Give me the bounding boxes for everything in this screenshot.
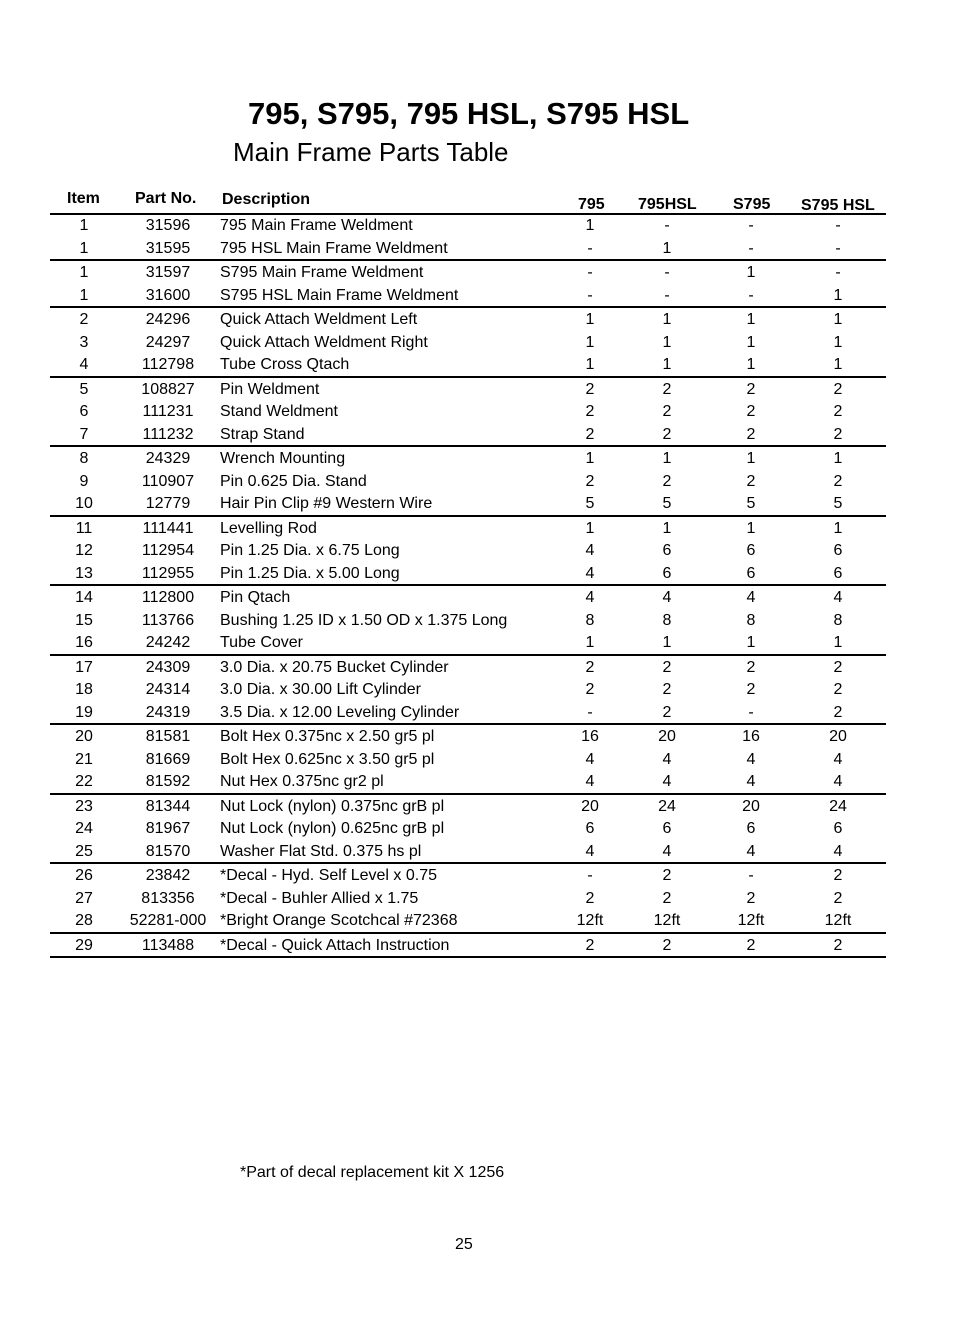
- table-row: [50, 795, 886, 818]
- cell-795hsl: 1: [662, 239, 672, 257]
- row-group: [50, 725, 886, 795]
- cell-item: 15: [75, 611, 93, 629]
- cell-item: 16: [75, 634, 93, 651]
- row-group: [50, 517, 886, 587]
- cell-part-no: 81967: [145, 820, 191, 837]
- row-group: [50, 378, 886, 448]
- cell-item: 14: [75, 589, 93, 606]
- cell-795: 6: [585, 820, 595, 837]
- cell-795: 1: [585, 634, 595, 651]
- cell-s795hsl: 1: [833, 519, 843, 537]
- table-row: [50, 770, 886, 793]
- cell-795hsl: 1: [662, 634, 672, 651]
- cell-part-no: 112955: [141, 564, 195, 582]
- cell-795: 4: [585, 542, 595, 559]
- cell-item: 1: [79, 239, 89, 257]
- cell-795hsl: 4: [662, 589, 672, 606]
- cell-description: Nut Lock (nylon) 0.625nc grB pl: [220, 820, 445, 837]
- header-795hsl: 795HSL: [638, 196, 697, 213]
- table-row: [50, 701, 886, 724]
- cell-s795hsl: 6: [833, 820, 843, 837]
- table-row: [50, 308, 886, 331]
- cell-description: 3.5 Dia. x 12.00 Leveling Cylinder: [220, 703, 460, 721]
- cell-795hsl: 2: [662, 867, 672, 884]
- cell-part-no: 111231: [142, 403, 194, 420]
- cell-s795hsl: 1: [833, 634, 843, 651]
- table-row: [50, 725, 886, 748]
- table-row: [50, 470, 886, 493]
- cell-s795: 6: [746, 564, 756, 582]
- cell-description: S795 HSL Main Frame Weldment: [220, 286, 459, 304]
- cell-part-no: 24319: [145, 703, 191, 721]
- table-row: [50, 562, 886, 585]
- table-row: [50, 656, 886, 679]
- cell-s795hsl: 2: [833, 889, 843, 907]
- cell-item: 13: [75, 564, 93, 582]
- cell-s795hsl: 1: [833, 311, 843, 328]
- cell-description: Pin 1.25 Dia. x 5.00 Long: [220, 564, 400, 582]
- footnote: *Part of decal replacement kit X 1256: [240, 1164, 505, 1181]
- cell-description: 3.0 Dia. x 20.75 Bucket Cylinder: [220, 658, 449, 676]
- cell-795: 2: [585, 889, 595, 907]
- table-row: [50, 909, 886, 932]
- cell-s795: 12ft: [737, 912, 765, 929]
- cell-795hsl: 20: [658, 728, 676, 745]
- cell-item: 26: [75, 867, 93, 884]
- cell-part-no: 24309: [145, 658, 191, 676]
- cell-795hsl: 4: [662, 773, 672, 790]
- cell-item: 6: [79, 403, 89, 420]
- cell-s795: 2: [746, 681, 756, 698]
- cell-s795: 1: [746, 356, 756, 373]
- cell-s795hsl: -: [835, 264, 841, 281]
- cell-795hsl: 12ft: [653, 912, 681, 929]
- cell-795hsl: 1: [662, 311, 672, 328]
- cell-795hsl: 2: [662, 936, 672, 954]
- cell-s795hsl: 2: [833, 658, 843, 676]
- cell-s795: 4: [746, 750, 756, 768]
- page-number: 25: [455, 1236, 473, 1253]
- cell-part-no: 81581: [145, 728, 191, 745]
- cell-part-no: 81669: [145, 750, 191, 768]
- cell-795: 1: [585, 333, 595, 351]
- cell-description: Pin Weldment: [220, 380, 320, 398]
- row-group: [50, 447, 886, 517]
- row-group: [50, 795, 886, 865]
- cell-item: 3: [79, 333, 89, 351]
- cell-795: 1: [585, 519, 595, 537]
- cell-795: 4: [585, 589, 595, 606]
- cell-item: 9: [79, 472, 89, 490]
- cell-s795: 1: [746, 264, 756, 281]
- cell-description: *Bright Orange Scotchcal #72368: [220, 912, 458, 929]
- cell-description: Tube Cross Qtach: [220, 356, 350, 373]
- cell-s795hsl: 2: [833, 380, 843, 398]
- cell-795hsl: 4: [662, 750, 672, 768]
- cell-part-no: 108827: [141, 380, 195, 398]
- cell-795hsl: 1: [662, 519, 672, 537]
- cell-795: 2: [585, 425, 595, 443]
- cell-part-no: 24242: [145, 634, 191, 651]
- table-row: [50, 934, 886, 957]
- table-row: [50, 214, 886, 237]
- cell-s795hsl: 4: [833, 773, 843, 790]
- cell-s795: 4: [746, 842, 756, 860]
- cell-description: Stand Weldment: [220, 403, 338, 420]
- cell-description: Bushing 1.25 ID x 1.50 OD x 1.375 Long: [220, 611, 508, 629]
- cell-description: Strap Stand: [220, 425, 305, 443]
- cell-s795hsl: 2: [833, 867, 843, 884]
- table-row: [50, 817, 886, 840]
- cell-s795hsl: 6: [833, 542, 843, 559]
- cell-795hsl: -: [664, 286, 670, 304]
- header-description: Description: [222, 191, 311, 208]
- cell-item: 24: [75, 820, 93, 837]
- cell-795: -: [587, 867, 593, 884]
- cell-s795: 2: [746, 403, 756, 420]
- table-row: [50, 678, 886, 701]
- cell-part-no: 113488: [141, 936, 195, 954]
- cell-s795: 6: [746, 820, 756, 837]
- cell-description: Tube Cover: [220, 634, 303, 651]
- cell-part-no: 23842: [145, 867, 191, 884]
- cell-item: 7: [79, 425, 89, 443]
- row-group: [50, 261, 886, 308]
- cell-description: Hair Pin Clip #9 Western Wire: [220, 495, 433, 512]
- cell-description: *Decal - Quick Attach Instruction: [220, 936, 450, 954]
- cell-description: *Decal - Hyd. Self Level x 0.75: [220, 867, 437, 884]
- table-row: [50, 517, 886, 540]
- cell-item: 28: [75, 912, 93, 929]
- cell-item: 12: [75, 542, 93, 559]
- cell-795: 4: [585, 842, 595, 860]
- cell-s795: 1: [746, 333, 756, 351]
- table-row: [50, 840, 886, 863]
- cell-s795: 2: [746, 936, 756, 954]
- cell-item: 1: [79, 286, 89, 304]
- header-s795: S795: [733, 196, 771, 213]
- cell-s795hsl: -: [835, 217, 841, 234]
- table-row: [50, 539, 886, 562]
- cell-795: 8: [585, 611, 595, 629]
- cell-795: 12ft: [576, 912, 604, 929]
- cell-795: 4: [585, 773, 595, 790]
- cell-s795hsl: 20: [829, 728, 847, 745]
- cell-s795hsl: 2: [833, 936, 843, 954]
- cell-description: Nut Hex 0.375nc gr2 pl: [220, 773, 384, 790]
- cell-item: 22: [75, 773, 93, 790]
- page-title: 795, S795, 795 HSL, S795 HSL: [248, 96, 690, 131]
- cell-s795: 6: [746, 542, 756, 559]
- page-subtitle: Main Frame Parts Table: [233, 137, 509, 167]
- cell-795: 1: [585, 311, 595, 328]
- cell-item: 21: [75, 750, 93, 768]
- header-item: Item: [67, 190, 100, 207]
- cell-item: 17: [75, 658, 93, 676]
- table-row: [50, 864, 886, 887]
- cell-795hsl: 24: [658, 797, 676, 815]
- cell-part-no: 113766: [141, 611, 195, 629]
- cell-795hsl: 2: [662, 472, 672, 490]
- cell-item: 29: [75, 936, 93, 954]
- cell-s795: -: [748, 286, 754, 304]
- cell-description: 3.0 Dia. x 30.00 Lift Cylinder: [220, 681, 421, 698]
- cell-s795hsl: 2: [833, 403, 843, 420]
- cell-part-no: 24296: [145, 311, 191, 328]
- table-row: [50, 284, 886, 307]
- table-row: [50, 492, 886, 515]
- cell-s795: 1: [746, 450, 756, 467]
- cell-part-no: 12779: [145, 495, 191, 512]
- cell-description: Quick Attach Weldment Right: [220, 333, 428, 351]
- cell-part-no: 24297: [145, 333, 191, 351]
- cell-description: 795 HSL Main Frame Weldment: [220, 239, 448, 257]
- cell-part-no: 31597: [145, 264, 191, 281]
- cell-s795: 1: [746, 634, 756, 651]
- table-row: [50, 331, 886, 354]
- table-row: [50, 423, 886, 446]
- cell-description: Bolt Hex 0.625nc x 3.50 gr5 pl: [220, 750, 435, 768]
- cell-795: 2: [585, 936, 595, 954]
- cell-part-no: 31600: [145, 286, 191, 304]
- cell-part-no: 81592: [145, 773, 191, 790]
- cell-item: 11: [75, 519, 93, 537]
- cell-item: 2: [79, 311, 89, 328]
- table-row: [50, 609, 886, 632]
- cell-s795: 2: [746, 425, 756, 443]
- cell-795hsl: 5: [662, 495, 672, 512]
- cell-description: *Decal - Buhler Allied x 1.75: [220, 889, 419, 907]
- row-group: [50, 214, 886, 261]
- cell-item: 4: [79, 356, 89, 373]
- table-row: [50, 586, 886, 609]
- cell-s795hsl: 24: [829, 797, 847, 815]
- table-row: [50, 378, 886, 401]
- table-row: [50, 400, 886, 423]
- cell-795: 4: [585, 750, 595, 768]
- cell-s795: -: [748, 239, 754, 257]
- cell-795hsl: 1: [662, 450, 672, 467]
- cell-795: 1: [585, 217, 595, 234]
- cell-795: -: [587, 264, 593, 281]
- cell-795: 4: [585, 564, 595, 582]
- cell-s795: 8: [746, 611, 756, 629]
- cell-795: 1: [585, 450, 595, 467]
- cell-795hsl: 2: [662, 703, 672, 721]
- cell-s795: -: [748, 217, 754, 234]
- cell-part-no: 81344: [145, 797, 191, 815]
- cell-description: Pin 1.25 Dia. x 6.75 Long: [220, 542, 400, 559]
- cell-item: 1: [79, 217, 89, 234]
- cell-795hsl: -: [664, 264, 670, 281]
- cell-part-no: 24314: [145, 681, 191, 698]
- cell-795hsl: 6: [662, 564, 672, 582]
- cell-part-no: 813356: [141, 889, 195, 907]
- cell-s795hsl: 1: [833, 286, 843, 304]
- cell-795hsl: 6: [662, 820, 672, 837]
- cell-item: 27: [75, 889, 93, 907]
- cell-part-no: 112954: [141, 542, 195, 559]
- cell-description: Bolt Hex 0.375nc x 2.50 gr5 pl: [220, 728, 435, 745]
- cell-s795: 2: [746, 380, 756, 398]
- cell-description: Wrench Mounting: [220, 450, 346, 467]
- cell-s795hsl: 4: [833, 589, 843, 606]
- cell-description: Pin Qtach: [220, 589, 291, 606]
- cell-s795: -: [748, 867, 754, 884]
- cell-s795: 2: [746, 889, 756, 907]
- table-row: [50, 631, 886, 654]
- table-row: [50, 887, 886, 910]
- cell-item: 20: [75, 728, 93, 745]
- cell-795: -: [587, 703, 593, 721]
- cell-795: 2: [585, 681, 595, 698]
- table-row: [50, 447, 886, 470]
- cell-part-no: 112798: [141, 356, 195, 373]
- cell-part-no: 111441: [142, 519, 194, 537]
- cell-part-no: 31595: [145, 239, 191, 257]
- cell-s795hsl: 6: [833, 564, 843, 582]
- header-s795hsl: S795 HSL: [801, 197, 875, 214]
- cell-s795hsl: 5: [833, 495, 843, 512]
- cell-part-no: 111232: [142, 425, 194, 443]
- cell-part-no: 110907: [141, 472, 195, 490]
- row-group: [50, 308, 886, 378]
- cell-795: 2: [585, 403, 595, 420]
- cell-795hsl: 1: [662, 356, 672, 373]
- cell-795: 20: [581, 797, 599, 815]
- cell-795hsl: 2: [662, 403, 672, 420]
- cell-item: 10: [75, 495, 93, 512]
- cell-s795hsl: 2: [833, 681, 843, 698]
- cell-795hsl: 2: [662, 658, 672, 676]
- cell-795hsl: 2: [662, 425, 672, 443]
- cell-description: Quick Attach Weldment Left: [220, 311, 418, 328]
- cell-part-no: 31596: [145, 217, 191, 234]
- cell-part-no: 112800: [141, 589, 195, 606]
- row-group: [50, 586, 886, 656]
- cell-795: 2: [585, 380, 595, 398]
- cell-item: 18: [75, 681, 93, 698]
- cell-item: 8: [79, 450, 89, 467]
- cell-795: 2: [585, 472, 595, 490]
- cell-s795hsl: 2: [833, 425, 843, 443]
- cell-795: 2: [585, 658, 595, 676]
- table-row: [50, 237, 886, 260]
- cell-item: 1: [79, 264, 89, 281]
- cell-795hsl: 2: [662, 889, 672, 907]
- table-row: [50, 748, 886, 771]
- cell-description: Washer Flat Std. 0.375 hs pl: [220, 842, 422, 860]
- cell-part-no: 81570: [145, 842, 191, 860]
- cell-description: Levelling Rod: [220, 519, 317, 537]
- cell-part-no: 52281-000: [129, 912, 207, 929]
- cell-795hsl: 4: [662, 842, 672, 860]
- cell-795hsl: 2: [662, 380, 672, 398]
- cell-item: 23: [75, 797, 93, 815]
- cell-s795: 16: [742, 728, 760, 745]
- cell-description: S795 Main Frame Weldment: [220, 264, 424, 281]
- cell-description: Nut Lock (nylon) 0.375nc grB pl: [220, 797, 445, 815]
- table-row: [50, 353, 886, 376]
- cell-item: 5: [79, 380, 89, 398]
- cell-s795hsl: 1: [833, 450, 843, 467]
- cell-s795hsl: 2: [833, 472, 843, 490]
- table-header: [50, 188, 886, 214]
- cell-795: 16: [581, 728, 599, 745]
- cell-s795hsl: -: [835, 239, 841, 257]
- cell-795hsl: -: [664, 217, 670, 234]
- cell-795hsl: 6: [662, 542, 672, 559]
- cell-s795: 1: [746, 519, 756, 537]
- row-group: [50, 934, 886, 959]
- cell-s795: 2: [746, 658, 756, 676]
- cell-795: 1: [585, 356, 595, 373]
- row-group: [50, 864, 886, 934]
- cell-s795hsl: 12ft: [824, 912, 852, 929]
- table-body: [50, 214, 886, 958]
- cell-795: -: [587, 239, 593, 257]
- header-795: 795: [578, 196, 605, 213]
- cell-s795: 5: [746, 495, 756, 512]
- cell-795hsl: 1: [662, 333, 672, 351]
- parts-table: [50, 188, 886, 958]
- header-part-no: Part No.: [135, 190, 197, 207]
- cell-item: 25: [75, 842, 93, 860]
- cell-part-no: 24329: [145, 450, 191, 467]
- cell-item: 19: [75, 703, 93, 721]
- cell-description: 795 Main Frame Weldment: [220, 217, 413, 234]
- cell-795hsl: 2: [662, 681, 672, 698]
- cell-s795: 20: [742, 797, 760, 815]
- cell-s795hsl: 1: [833, 333, 843, 351]
- table-row: [50, 261, 886, 284]
- cell-s795: 4: [746, 773, 756, 790]
- cell-s795hsl: 4: [833, 750, 843, 768]
- cell-s795hsl: 8: [833, 611, 843, 629]
- cell-795: 5: [585, 495, 595, 512]
- cell-s795hsl: 2: [833, 703, 843, 721]
- cell-s795: 4: [746, 589, 756, 606]
- cell-795hsl: 8: [662, 611, 672, 629]
- cell-s795: 1: [746, 311, 756, 328]
- cell-795: -: [587, 286, 593, 304]
- cell-s795: 2: [746, 472, 756, 490]
- cell-s795: -: [748, 703, 754, 721]
- cell-s795hsl: 1: [833, 356, 843, 373]
- cell-s795hsl: 4: [833, 842, 843, 860]
- cell-description: Pin 0.625 Dia. Stand: [220, 472, 367, 490]
- row-group: [50, 656, 886, 726]
